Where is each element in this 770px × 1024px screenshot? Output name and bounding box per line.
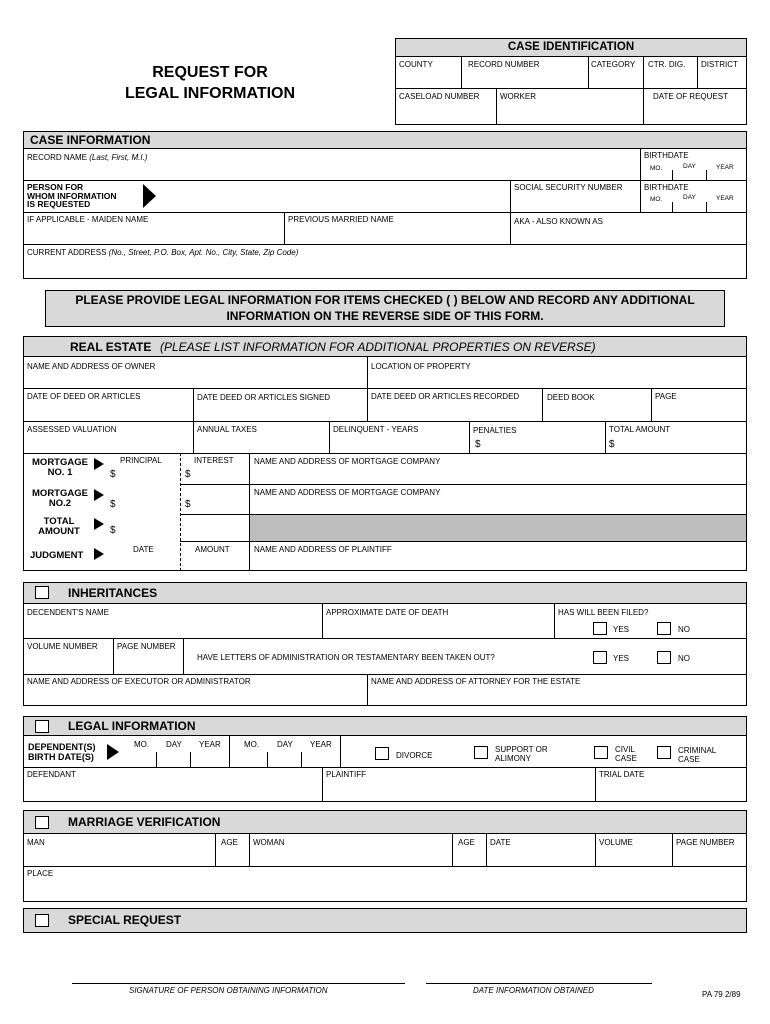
mortgage-1-arrow-icon [94, 458, 104, 470]
will-filed-no-checkbox[interactable] [657, 622, 671, 635]
inheritances-header [23, 582, 747, 604]
person-line-3: IS REQUESTED [27, 199, 91, 209]
birthdate-mo-1: MO. [650, 165, 663, 172]
special-request-title: SPECIAL REQUEST [68, 913, 182, 927]
decedent-label: DECENDENT'S NAME [27, 608, 109, 617]
aka-label: AKA - ALSO KNOWN AS [514, 217, 603, 226]
plaintiff-address-label: NAME AND ADDRESS OF PLAINTIFF [254, 545, 392, 554]
instructions-line-1: PLEASE PROVIDE LEGAL INFORMATION FOR ITEMS CHECKED ( ) BELOW AND RECORD ANY ADDITIONAL [75, 293, 695, 307]
maiden-name-label: IF APPLICABLE - MAIDEN NAME [27, 215, 149, 224]
real-estate-note: (PLEASE LIST INFORMATION FOR ADDITIONAL PROPERTIES ON REVERSE) [160, 340, 596, 354]
caseload-number-label: CASELOAD NUMBER [399, 92, 480, 101]
attorney-label: NAME AND ADDRESS OF ATTORNEY FOR THE ESTATE [371, 677, 581, 686]
dependents-line-1: DEPENDENT(S) [28, 742, 96, 752]
will-filed-no-label: NO [678, 625, 690, 634]
mortgage-2-principal-dollar: $ [110, 499, 116, 510]
man-label: MAN [27, 838, 45, 847]
mortgage-2-interest-dollar: $ [185, 499, 191, 510]
mortgage-1-interest-dollar: $ [185, 469, 191, 480]
mortgage-2-line-1: MORTGAGE [32, 488, 88, 499]
record-number-label: RECORD NUMBER [468, 60, 540, 69]
location-label: LOCATION OF PROPERTY [371, 362, 471, 371]
signature-line [72, 983, 405, 984]
mortgage-1-principal-dollar: $ [110, 469, 116, 480]
judgment-amount-label: AMOUNT [195, 545, 230, 554]
dep1-year: YEAR [199, 740, 221, 749]
support-line-2: ALIMONY [495, 753, 532, 763]
total-amount-dollar: $ [609, 439, 615, 450]
civil-case-label [615, 746, 637, 763]
marriage-page-number-label: PAGE NUMBER [676, 838, 735, 847]
person-requested-label [27, 183, 117, 209]
criminal-case-label [678, 747, 716, 764]
record-name-label [27, 153, 147, 162]
plaintiff-label: PLAINTIFF [326, 770, 367, 779]
person-line-2: WHOM INFORMATION [27, 190, 117, 201]
woman-age-label: AGE [458, 838, 475, 847]
dep2-year: YEAR [310, 740, 332, 749]
title-line-2: LEGAL INFORMATION [124, 85, 296, 102]
defendant-label: DEFENDANT [27, 770, 76, 779]
executor-label: NAME AND ADDRESS OF EXECUTOR OR ADMINISTRATOR [27, 677, 251, 686]
place-label: PLACE [27, 869, 54, 878]
current-address-text: CURRENT ADDRESS [27, 248, 107, 257]
judgment-label: JUDGMENT [30, 550, 84, 561]
deed-book-label: DEED BOOK [547, 393, 595, 402]
total-dollar: $ [110, 525, 116, 536]
total-amount-shaded-area [250, 515, 746, 541]
will-filed-yes-checkbox[interactable] [593, 622, 607, 635]
district-label: DISTRICT [701, 60, 738, 69]
civil-line-2: CASE [615, 753, 637, 763]
trial-date-label: TRIAL DATE [599, 770, 645, 779]
will-filed-label: HAS WILL BEEN FILED? [558, 608, 649, 617]
dep2-day: DAY [277, 740, 293, 749]
judgment-arrow-icon [94, 548, 104, 560]
person-arrow-icon [143, 184, 156, 208]
ssn-label: SOCIAL SECURITY NUMBER [514, 183, 623, 192]
delinquent-label: DELINQUENT - YEARS [333, 425, 419, 434]
ctr-dig-label: CTR. DIG. [648, 60, 686, 69]
mortgage-2-label [28, 489, 92, 509]
dependents-line-2: BIRTH DATE(S) [28, 751, 94, 762]
current-address-hint: (No., Street, P.O. Box, Apt. No., City, State, Zip Code) [108, 248, 299, 257]
record-name-text: RECORD NAME [27, 153, 88, 162]
letters-no-checkbox[interactable] [657, 651, 671, 664]
divorce-checkbox[interactable] [375, 747, 389, 760]
date-recorded-label: DATE DEED OR ARTICLES RECORDED [371, 392, 520, 401]
marriage-verification-header [23, 810, 747, 834]
approx-death-label: APPROXIMATE DATE OF DEATH [326, 608, 449, 617]
real-estate-header [23, 336, 747, 357]
marriage-verification-checkbox[interactable] [35, 816, 49, 829]
interest-label: INTEREST [194, 456, 234, 465]
judgment-date-label: DATE [133, 545, 154, 554]
legal-information-header [23, 716, 747, 736]
case-information-header [23, 131, 747, 149]
letters-yes-checkbox[interactable] [593, 651, 607, 664]
divorce-label: DIVORCE [396, 751, 433, 760]
mortgage-1-line-1: MORTGAGE [32, 457, 88, 468]
special-request-header [23, 908, 747, 933]
mortgage-1-label [28, 458, 92, 478]
signature-label: SIGNATURE OF PERSON OBTAINING INFORMATION [129, 986, 328, 995]
category-label: CATEGORY [591, 60, 636, 69]
case-information-title: CASE INFORMATION [30, 133, 151, 147]
marriage-volume-label: VOLUME [599, 838, 633, 847]
criminal-line-2: CASE [678, 754, 700, 764]
dep1-day: DAY [166, 740, 182, 749]
marriage-verification-title: MARRIAGE VERIFICATION [68, 815, 221, 829]
penalties-label: PENALTIES [473, 426, 517, 435]
dependents-label [28, 743, 96, 762]
date-deed-label: DATE OF DEED OR ARTICLES [27, 392, 141, 401]
will-filed-yes-label: YES [613, 625, 630, 634]
civil-line-1: CIVIL [615, 745, 636, 754]
legal-information-title: LEGAL INFORMATION [68, 719, 196, 733]
previous-married-label: PREVIOUS MARRIED NAME [288, 215, 394, 224]
penalties-dollar: $ [475, 439, 481, 450]
date-obtained-line [426, 983, 652, 984]
special-request-checkbox[interactable] [35, 914, 49, 927]
letters-yes-label: YES [613, 654, 630, 663]
support-label [495, 746, 548, 763]
case-identification-header: CASE IDENTIFICATION [396, 39, 746, 57]
assessed-label: ASSESSED VALUATION [27, 425, 117, 434]
person-line-1: PERSON FOR [27, 182, 84, 192]
form-title [100, 62, 320, 104]
birthdate-day-2: DAY [683, 194, 696, 201]
dep2-mo: MO. [244, 740, 260, 749]
current-address-label [27, 248, 298, 257]
title-line-1: REQUEST FOR [152, 64, 268, 81]
instructions-line-2: INFORMATION ON THE REVERSE SIDE OF THIS FORM. [226, 309, 544, 323]
criminal-line-1: CRIMINAL [678, 746, 717, 755]
total-arrow-icon [94, 518, 104, 530]
worker-label: WORKER [500, 92, 536, 101]
dependents-arrow-icon [107, 744, 119, 760]
letters-question: HAVE LETTERS OF ADMINISTRATION OR TESTAMENTARY BEEN TAKEN OUT? [197, 653, 495, 662]
volume-number-label: VOLUME NUMBER [27, 642, 98, 651]
total-amount-label: TOTAL AMOUNT [609, 425, 671, 434]
mortgage-1-line-2: NO. 1 [47, 467, 73, 478]
instructions-banner [45, 290, 725, 327]
criminal-case-checkbox[interactable] [657, 746, 671, 759]
birthdate-year-1: YEAR [716, 164, 734, 171]
county-label: COUNTY [399, 60, 433, 69]
birthdate-year-2: YEAR [716, 195, 734, 202]
mortgage-2-line-2: NO.2 [48, 498, 72, 509]
form-number: PA 79 2/89 [702, 990, 741, 999]
birthdate-label-2: BIRTHDATE [644, 183, 689, 192]
inheritances-title: INHERITANCES [68, 586, 158, 600]
principal-label: PRINCIPAL [120, 456, 162, 465]
mortgage-company-1-label: NAME AND ADDRESS OF MORTGAGE COMPANY [254, 457, 441, 466]
real-estate-title: REAL ESTATE [70, 340, 152, 354]
total-amount-row-label [30, 517, 88, 537]
annual-taxes-label: ANNUAL TAXES [197, 425, 257, 434]
letters-no-label: NO [678, 654, 690, 663]
support-checkbox[interactable] [474, 746, 488, 759]
civil-case-checkbox[interactable] [594, 746, 608, 759]
page-number-label: PAGE NUMBER [117, 642, 176, 651]
inheritances-checkbox[interactable] [35, 586, 49, 599]
total-line-1: TOTAL [43, 516, 75, 527]
record-name-hint: (Last, First, M.I.) [89, 153, 148, 162]
total-line-2: AMOUNT [38, 526, 80, 537]
date-obtained-label: DATE INFORMATION OBTAINED [473, 986, 594, 995]
woman-label: WOMAN [253, 838, 285, 847]
man-age-label: AGE [221, 838, 238, 847]
page-label: PAGE [655, 392, 677, 401]
legal-information-checkbox[interactable] [35, 720, 49, 733]
birthdate-mo-2: MO. [650, 196, 663, 203]
mortgage-company-2-label: NAME AND ADDRESS OF MORTGAGE COMPANY [254, 488, 441, 497]
mortgage-2-arrow-icon [94, 489, 104, 501]
owner-label: NAME AND ADDRESS OF OWNER [27, 362, 156, 371]
birthdate-day-1: DAY [683, 163, 696, 170]
marriage-date-label: DATE [490, 838, 511, 847]
support-line-1: SUPPORT OR [495, 745, 548, 754]
birthdate-label-1: BIRTHDATE [644, 151, 689, 160]
date-of-request-label: DATE OF REQUEST [653, 92, 728, 101]
dep1-mo: MO. [134, 740, 150, 749]
date-signed-label: DATE DEED OR ARTICLES SIGNED [197, 393, 331, 402]
